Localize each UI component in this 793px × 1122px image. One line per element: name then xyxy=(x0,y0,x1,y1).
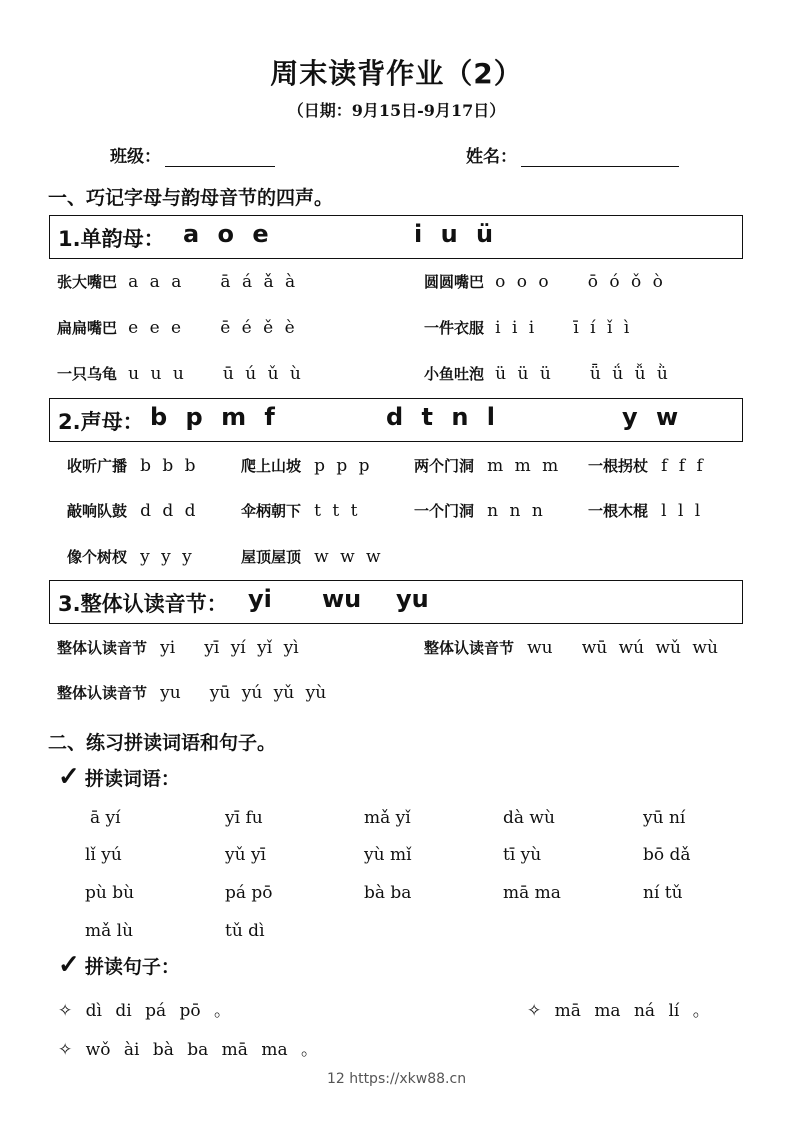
list-item: 一根木棍 l l l xyxy=(588,501,701,521)
section-heading-1: 一、巧记字母与韵母音节的四声。 xyxy=(48,187,334,209)
word-item: yù mǐ xyxy=(364,845,412,865)
sentences-label: 拼读句子： xyxy=(84,956,180,978)
box-single-vowels xyxy=(49,215,743,259)
word-item: dà wù xyxy=(503,808,555,828)
word-item: mǎ lù xyxy=(85,921,134,941)
list-item: 爬上山坡 p p p xyxy=(241,456,370,476)
class-blank[interactable] xyxy=(165,150,275,167)
section-heading-2: 二、练习拼读词语和句子。 xyxy=(48,732,277,754)
word-item: bō dǎ xyxy=(643,845,691,865)
list-item: 一个门洞 n n n xyxy=(414,501,543,521)
list-item: 敲响队鼓 d d d xyxy=(67,501,196,521)
list-item: 一根拐杖 f f f xyxy=(588,456,703,476)
list-item: 圆圆嘴巴 o o o ō ó ǒ ò xyxy=(424,272,663,292)
star-icon: ✧ xyxy=(58,1040,73,1060)
word-item: lǐ yú xyxy=(85,845,122,865)
list-item: 伞柄朝下 t t t xyxy=(241,501,358,521)
word-item: tī yù xyxy=(503,845,542,865)
word-item: tǔ dì xyxy=(225,921,265,941)
box-letters: b p m f xyxy=(150,403,275,431)
list-item: 整体认读音节 yi yī yí yǐ yì xyxy=(57,638,299,658)
box-letters: y w xyxy=(622,403,679,431)
check-icon: ✓ xyxy=(58,762,80,792)
sentence-item: ✧ mā ma ná lí 。 xyxy=(527,1001,710,1021)
words-subheading xyxy=(58,762,180,792)
list-item: 一件衣服 i i i ī í ǐ ì xyxy=(424,318,630,338)
box-letters: yi xyxy=(248,585,272,613)
word-item: ní tǔ xyxy=(643,883,683,903)
word-item: ā yí xyxy=(90,808,121,828)
word-item: pá pō xyxy=(225,883,273,903)
list-item: 一只乌龟 u u u ū ú ǔ ù xyxy=(57,364,301,384)
word-item: yī fu xyxy=(225,808,263,828)
name-label: 姓名： xyxy=(466,147,517,167)
sentence-item: ✧ dì di pá pō 。 xyxy=(58,1001,232,1021)
date-range: （日期：9月15日-9月17日） xyxy=(287,101,506,120)
page-title: 周末读背作业（2） xyxy=(270,57,523,90)
list-item: 张大嘴巴 a a a ā á ǎ à xyxy=(57,272,296,292)
class-field xyxy=(110,142,275,167)
list-item: 扁扁嘴巴 e e e ē é ě è xyxy=(57,318,295,338)
box-initials xyxy=(49,398,743,442)
list-item: 像个树杈 y y y xyxy=(67,547,192,567)
box-label: 3.整体认读音节： xyxy=(58,592,228,616)
list-item: 整体认读音节 yu yū yú yǔ yù xyxy=(57,683,327,703)
star-icon: ✧ xyxy=(58,1001,73,1021)
list-item: 屋顶屋顶 w w w xyxy=(241,547,381,567)
word-item: mǎ yǐ xyxy=(364,808,411,828)
name-blank[interactable] xyxy=(521,150,679,167)
page-footer: 12 https://xkw88.cn xyxy=(326,1071,467,1087)
box-letters: yu xyxy=(396,585,429,613)
box-label: 1.单韵母： xyxy=(58,227,165,251)
list-item: 两个门洞 m m m xyxy=(414,456,559,476)
sentence-item: ✧ wǒ ài bà ba mā ma 。 xyxy=(58,1040,318,1060)
star-icon: ✧ xyxy=(527,1001,542,1021)
class-label: 班级： xyxy=(110,147,161,167)
sentences-subheading xyxy=(58,950,180,980)
check-icon: ✓ xyxy=(58,950,80,980)
name-field xyxy=(466,142,679,167)
words-label: 拼读词语： xyxy=(84,768,180,790)
box-letters: i u ü xyxy=(414,220,494,248)
word-item: yǔ yī xyxy=(225,845,266,865)
word-item: mā ma xyxy=(503,883,561,903)
word-item: bà ba xyxy=(364,883,412,903)
box-letters: wu xyxy=(322,585,362,613)
box-letters: a o e xyxy=(183,220,269,248)
box-whole-syllables xyxy=(49,580,743,624)
box-label: 2.声母： xyxy=(58,410,144,434)
list-item: 收听广播 b b b xyxy=(67,456,196,476)
word-item: yū ní xyxy=(643,808,686,828)
list-item: 整体认读音节 wu wū wú wǔ wù xyxy=(424,638,718,658)
list-item: 小鱼吐泡 ü ü ü ǖ ǘ ǚ ǜ xyxy=(424,364,668,384)
word-item: pù bù xyxy=(85,883,135,903)
box-letters: d t n l xyxy=(386,403,496,431)
